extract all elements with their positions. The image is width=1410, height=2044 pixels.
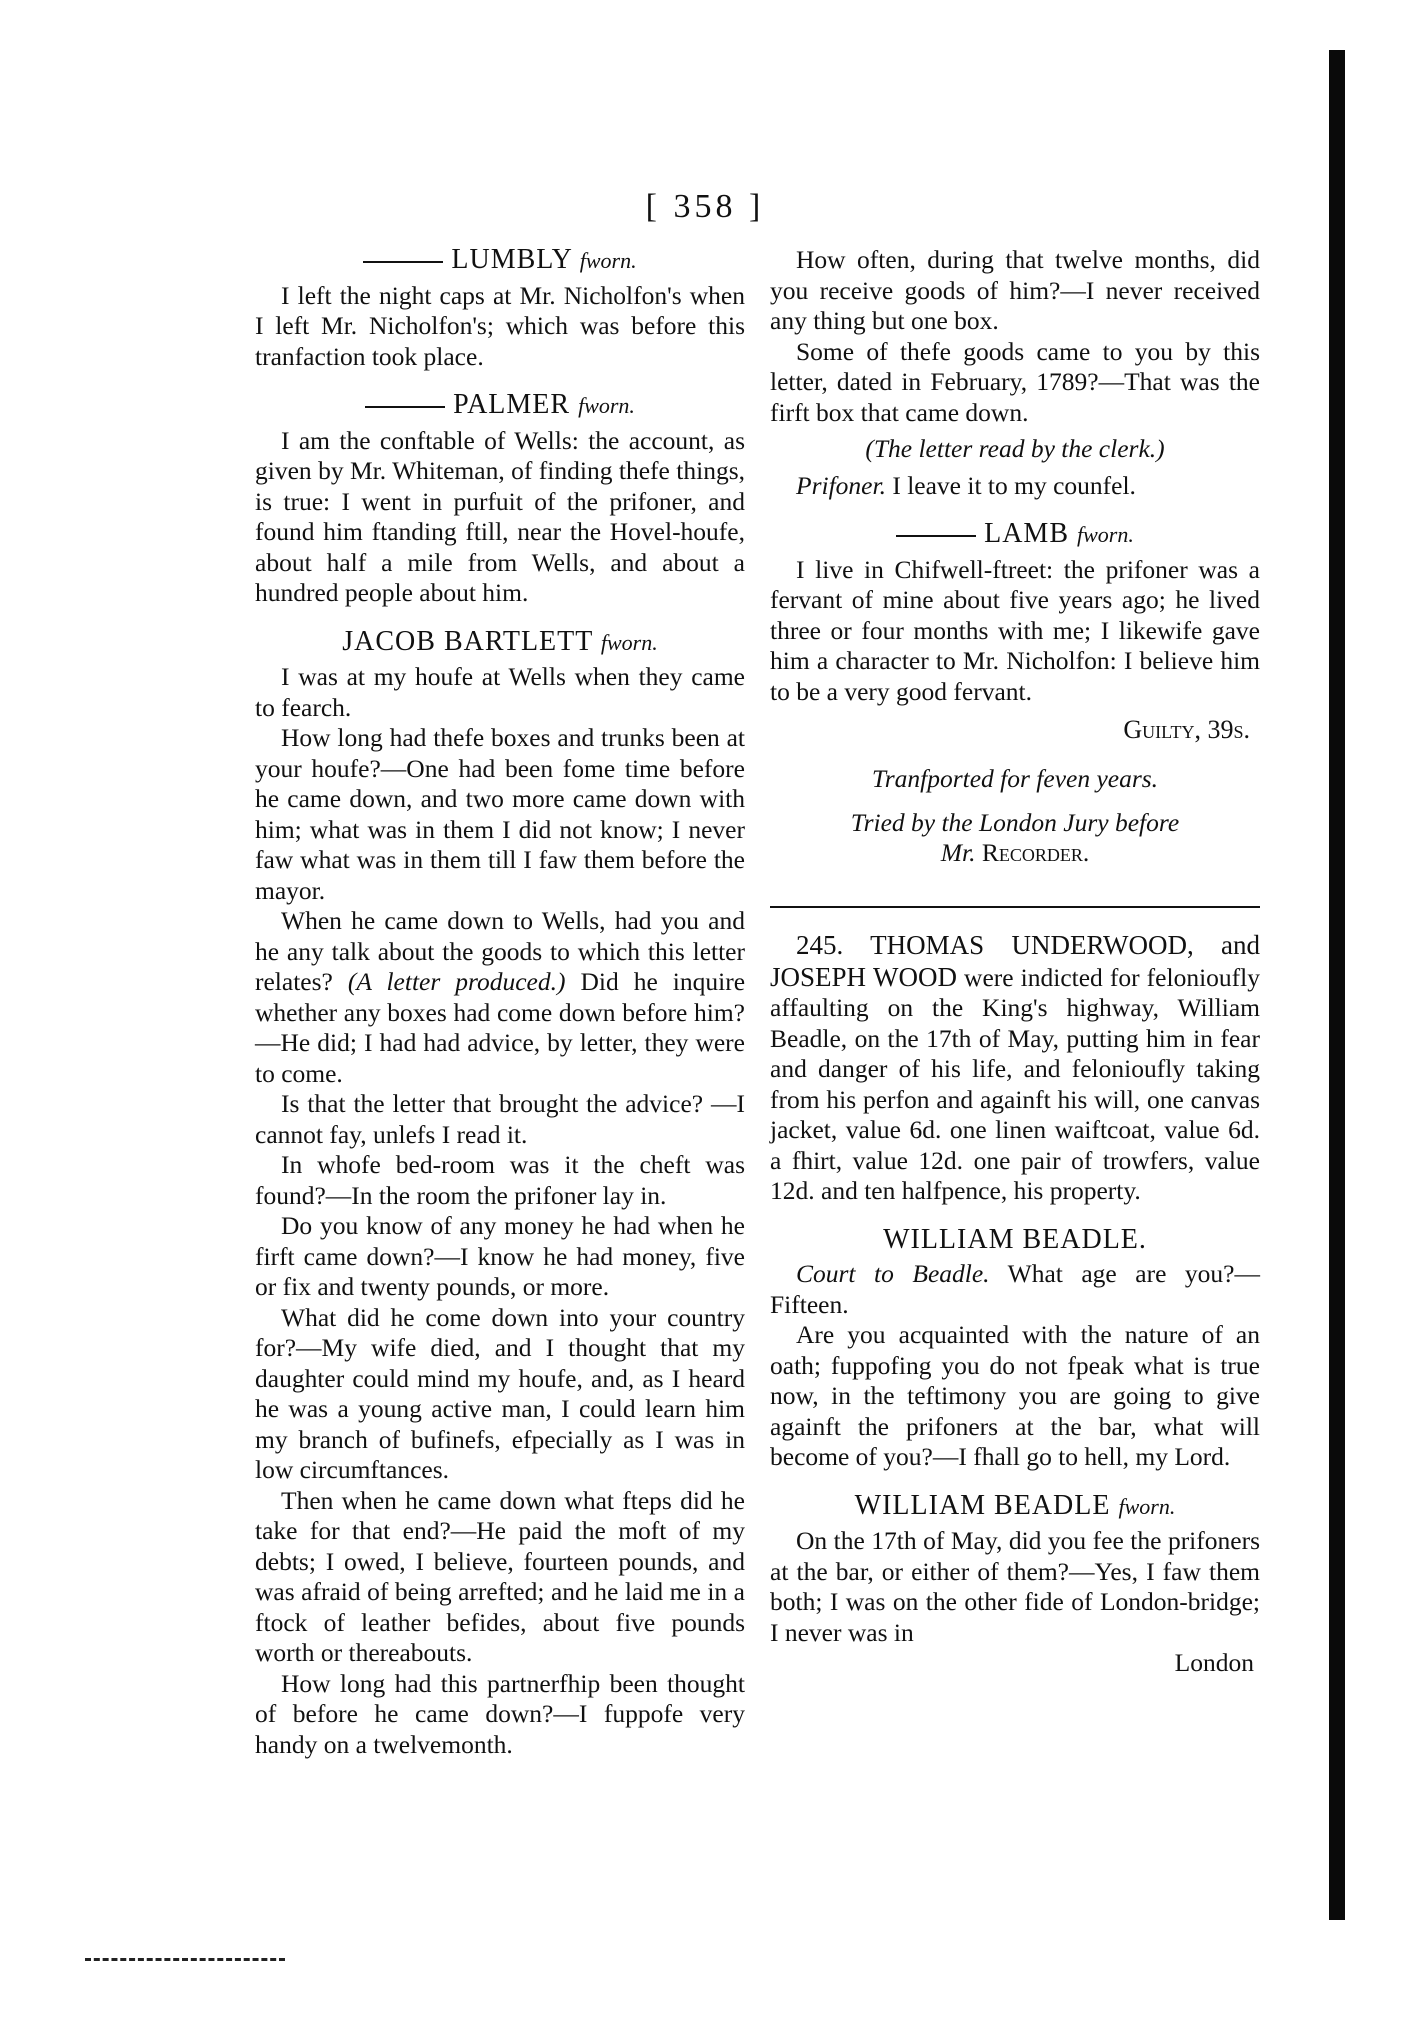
left-column <box>255 245 745 1760</box>
bartlett-paragraph: How long had thefe boxes and trunks been at your houfe?—One had been fome time before he came down, and two more came down with him; what was in them I did not know; I never faw what was in them till I faw them before the mayor. <box>255 723 745 905</box>
bartlett-paragraph: Do you know of any money he had when he firft came down?—I know he had money, five or fix and twenty pounds, or more. <box>255 1211 745 1301</box>
heading-dash <box>363 261 443 263</box>
bottom-mark <box>85 1958 285 1961</box>
witness-heading-beadle-sworn: WILLIAM BEADLE fworn. <box>854 1489 1176 1521</box>
bartlett-paragraph: In whofe bed-room was it the cheft was found?—In the room the prifoner lay in. <box>255 1150 745 1210</box>
right-column <box>770 245 1260 1679</box>
bartlett-paragraph: Then when he came down what fteps did he take for that end?—He paid the moft of my debts; I owed, I believe, fourteen pounds, and was afraid of being arrefted; and he laid me in a ftock of leather befides, about five pounds worth or thereabouts. <box>255 1485 745 1667</box>
bartlett-paragraph: Is that the letter that brought the advice? —I cannot fay, unlefs I read it. <box>255 1089 745 1149</box>
bartlett-paragraph: I was at my houfe at Wells when they came to fearch. <box>255 662 745 722</box>
witness-heading-beadle: WILLIAM BEADLE. <box>883 1223 1147 1255</box>
page-number: [ 358 ] <box>645 188 765 225</box>
verdict: Guilty, 39s. <box>1123 715 1250 744</box>
palmer-testimony: I am the conftable of Wells: the account, as given by Mr. Whiteman, of finding thefe things, is true: I went in purfuit of the prifoner, and found him ftanding ftill, near the Hovel-houfe, about half a mile from Wells, and about a hundred people about him. <box>255 425 745 607</box>
sentence: Tranfported for feven years. <box>871 763 1159 793</box>
lumbly-testimony: I left the night caps at Mr. Nicholfon's when I left Mr. Nicholfon's; which was before this tranfaction took place. <box>255 280 745 371</box>
witness-heading-bartlett: JACOB BARTLETT fworn. <box>342 625 658 657</box>
heading-dash <box>365 406 445 408</box>
witness-heading-palmer: PALMER fworn. <box>255 390 745 422</box>
binding-shadow <box>1329 50 1345 1920</box>
catchword: London <box>1174 1648 1254 1677</box>
stage-direction: (The letter read by the clerk.) <box>865 434 1165 463</box>
oath-question: Are you acquainted with the nature of an oath; fuppofing you do not fpeak what is true now, in the teftimony you are going to give againft the prifoners at the bar, what will become of you?—I fhall go to hell, my Lord. <box>770 1320 1260 1471</box>
question-paragraph: Some of thefe goods came to you by this letter, dated in February, 1789?—That was the firft box that came down. <box>770 336 1260 427</box>
question-paragraph: How often, during that twelve months, did you receive goods of him?—I never received any thing but one box. <box>770 245 1260 335</box>
witness-heading-lamb: LAMB fworn. <box>770 519 1260 551</box>
indictment-paragraph: 245. THOMAS UNDERWOOD, and JOSEPH WOOD were indicted for felonioufly affaulting on the King's highway, William Beadle, on the 17th of May, putting him in fear and danger of his life, and felonioufly taking from his perfon and againft his will, one canvas jacket, value 6d. one linen waiftcoat, value 6d. a fhirt, value 12d. one pair of trowfers, value 12d. and ten halfpence, his property. <box>770 930 1260 1205</box>
heading-dash <box>896 535 976 537</box>
bartlett-paragraph: How long had this partnerfhip been thought of before he came down?—I fuppofe very handy on a twelvemonth. <box>255 1668 745 1759</box>
court-question: Court to Beadle. What age are you?—Fifteen. <box>770 1259 1260 1319</box>
lamb-testimony: I live in Chifwell-ftreet: the prifoner was a fervant of mine about five years ago; he lived three or four months with me; I likewife gave him a character to Mr. Nicholfon: I believe him to be a very good fervant. <box>770 554 1260 706</box>
bartlett-paragraph: When he came down to Wells, had you and he any talk about the goods to which this letter relates? (A letter produced.) Did he inquire whether any boxes had come down before him?—He did; I had had advice, by letter, they were to come. <box>255 906 746 1088</box>
tried-by: Tried by the London Jury before Mr. Recorder. <box>850 808 1180 867</box>
bartlett-paragraph: What did he come down into your country for?—My wife died, and I thought that my daughter could mind my houfe, and, as I heard he was a young active man, I could learn him my branch of bufinefs, efpecially as I was in low circumftances. <box>255 1302 745 1484</box>
witness-heading-lumbly: LUMBLY fworn. <box>255 245 745 277</box>
section-divider <box>770 906 1260 908</box>
beadle-testimony: On the 17th of May, did you fee the prifoners at the bar, or either of them?—Yes, I faw them both; I was on the other fide of London-bridge; I never was in <box>770 1526 1260 1647</box>
prisoner-statement: Prifoner. I leave it to my counfel. <box>796 470 1136 500</box>
